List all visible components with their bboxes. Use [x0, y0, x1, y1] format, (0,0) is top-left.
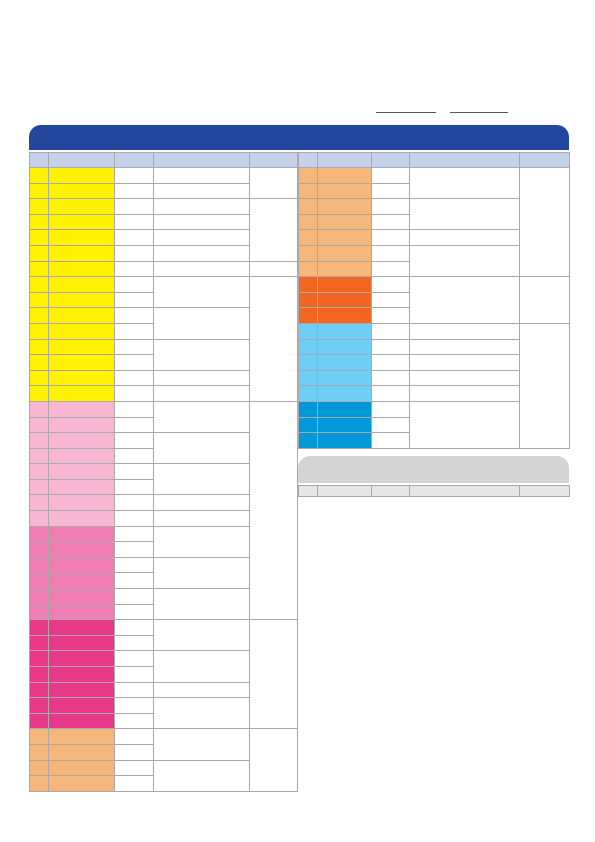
- goal-cell: [154, 589, 250, 620]
- book-name: [49, 339, 115, 355]
- name-field[interactable]: [376, 103, 436, 113]
- start-date-cell[interactable]: [372, 308, 410, 324]
- book-name: [49, 557, 115, 573]
- row-number: [30, 277, 49, 293]
- goal-cell: [154, 401, 250, 432]
- book-name: [49, 386, 115, 402]
- start-date-cell[interactable]: [115, 698, 154, 714]
- start-date-cell[interactable]: [115, 168, 154, 184]
- start-date-cell[interactable]: [115, 651, 154, 667]
- right-plan-table: [298, 152, 570, 449]
- row-number: [299, 168, 318, 184]
- row-number: [30, 744, 49, 760]
- start-date-cell[interactable]: [115, 261, 154, 277]
- section-banner-prep31: [298, 456, 569, 483]
- start-date-cell[interactable]: [115, 557, 154, 573]
- goal-cell: [410, 168, 520, 199]
- start-date-cell[interactable]: [115, 620, 154, 636]
- goal-cell: [410, 199, 520, 230]
- row-number: [30, 308, 49, 324]
- start-date-cell[interactable]: [115, 401, 154, 417]
- goal-cell: [410, 355, 520, 371]
- level-cell: [250, 620, 298, 729]
- table-row: [299, 323, 570, 339]
- row-number: [30, 386, 49, 402]
- book-name: [318, 214, 372, 230]
- book-name: [318, 401, 372, 417]
- book-name: [318, 417, 372, 433]
- col-no: [30, 153, 49, 168]
- start-date-cell[interactable]: [372, 323, 410, 339]
- row-number: [30, 604, 49, 620]
- row-number: [30, 245, 49, 261]
- row-number: [30, 589, 49, 605]
- book-name: [49, 183, 115, 199]
- book-name: [318, 339, 372, 355]
- start-date-cell[interactable]: [372, 245, 410, 261]
- start-date-cell[interactable]: [372, 370, 410, 386]
- book-name: [49, 355, 115, 371]
- book-name: [49, 511, 115, 527]
- book-name: [49, 261, 115, 277]
- goal-cell: [154, 183, 250, 199]
- book-name: [49, 323, 115, 339]
- row-number: [30, 417, 49, 433]
- table-row: [30, 168, 298, 184]
- book-name: [49, 589, 115, 605]
- start-date-cell[interactable]: [115, 245, 154, 261]
- table-row: [30, 729, 298, 745]
- row-number: [30, 557, 49, 573]
- row-number: [299, 183, 318, 199]
- start-date-cell[interactable]: [115, 511, 154, 527]
- goal-cell: [410, 386, 520, 402]
- goal-cell: [154, 651, 250, 682]
- row-number: [299, 401, 318, 417]
- book-name: [318, 355, 372, 371]
- start-date-cell[interactable]: [372, 355, 410, 371]
- row-number: [30, 667, 49, 683]
- row-number: [30, 635, 49, 651]
- row-number: [30, 323, 49, 339]
- start-date-cell[interactable]: [115, 464, 154, 480]
- col-goal: [410, 153, 520, 168]
- row-number: [30, 713, 49, 729]
- start-date-cell[interactable]: [372, 292, 410, 308]
- book-name: [318, 386, 372, 402]
- start-date-cell[interactable]: [372, 230, 410, 246]
- book-name: [49, 604, 115, 620]
- level-cell: [250, 168, 298, 199]
- book-name: [49, 682, 115, 698]
- row-number: [299, 199, 318, 215]
- start-date-cell[interactable]: [115, 323, 154, 339]
- start-date-cell[interactable]: [115, 713, 154, 729]
- book-name: [49, 635, 115, 651]
- book-name: [49, 651, 115, 667]
- book-name: [318, 277, 372, 293]
- col-topic: [410, 486, 520, 497]
- book-name: [318, 308, 372, 324]
- table-row: [30, 277, 298, 293]
- book-name: [49, 713, 115, 729]
- book-name: [49, 464, 115, 480]
- section-banner-300: [29, 125, 569, 150]
- table-row: [299, 168, 570, 184]
- start-date-cell[interactable]: [115, 635, 154, 651]
- start-date-cell[interactable]: [372, 339, 410, 355]
- start-date-cell[interactable]: [115, 199, 154, 215]
- col-level: [520, 153, 570, 168]
- goal-cell: [154, 698, 250, 729]
- book-name: [318, 199, 372, 215]
- goal-cell: [410, 370, 520, 386]
- goal-cell: [410, 323, 520, 339]
- row-number: [30, 479, 49, 495]
- row-number: [30, 261, 49, 277]
- start-date-cell[interactable]: [115, 448, 154, 464]
- start-date-cell[interactable]: [372, 417, 410, 433]
- start-date-cell[interactable]: [115, 355, 154, 371]
- col-start: [372, 153, 410, 168]
- col-level: [250, 153, 298, 168]
- row-number: [30, 776, 49, 792]
- col-no: [299, 153, 318, 168]
- goal-cell: [154, 230, 250, 246]
- start-date-cell[interactable]: [115, 542, 154, 558]
- start-date-cell[interactable]: [115, 573, 154, 589]
- row-number: [30, 729, 49, 745]
- goal-cell: [410, 339, 520, 355]
- start-date-cell[interactable]: [115, 417, 154, 433]
- col-book: [318, 153, 372, 168]
- start-date-cell[interactable]: [115, 386, 154, 402]
- start-date-cell[interactable]: [372, 199, 410, 215]
- row-number: [30, 401, 49, 417]
- row-number: [30, 199, 49, 215]
- book-name: [318, 323, 372, 339]
- book-name: [49, 667, 115, 683]
- start-date-cell[interactable]: [115, 230, 154, 246]
- goal-cell: [154, 168, 250, 184]
- row-number: [30, 511, 49, 527]
- start-date-cell[interactable]: [115, 760, 154, 776]
- start-date-cell[interactable]: [115, 339, 154, 355]
- start-date-cell[interactable]: [372, 168, 410, 184]
- goal-cell: [154, 245, 250, 261]
- book-name: [49, 417, 115, 433]
- row-number: [299, 261, 318, 277]
- row-number: [30, 651, 49, 667]
- book-name: [49, 573, 115, 589]
- goal-cell: [154, 199, 250, 215]
- row-number: [30, 168, 49, 184]
- book-name: [49, 433, 115, 449]
- table-row: [30, 261, 298, 277]
- row-number: [299, 214, 318, 230]
- start-date-cell[interactable]: [115, 604, 154, 620]
- book-name: [49, 199, 115, 215]
- goal-cell: [154, 277, 250, 308]
- start-date-cell[interactable]: [115, 308, 154, 324]
- start-date-cell[interactable]: [372, 214, 410, 230]
- goal-cell: [410, 245, 520, 276]
- goal-cell: [154, 511, 250, 527]
- start-date-cell[interactable]: [115, 667, 154, 683]
- row-number: [30, 682, 49, 698]
- book-name: [318, 370, 372, 386]
- goal-cell: [154, 433, 250, 464]
- col-book: [49, 153, 115, 168]
- row-number: [299, 386, 318, 402]
- row-number: [30, 760, 49, 776]
- name-grade-row: [376, 103, 508, 113]
- level-cell: [250, 261, 298, 277]
- row-number: [30, 464, 49, 480]
- goal-cell: [154, 495, 250, 511]
- goal-cell: [154, 464, 250, 495]
- row-number: [30, 292, 49, 308]
- level-cell: [250, 401, 298, 619]
- row-number: [30, 230, 49, 246]
- goal-cell: [154, 308, 250, 339]
- book-name: [49, 292, 115, 308]
- row-number: [30, 183, 49, 199]
- start-date-cell[interactable]: [115, 744, 154, 760]
- book-name: [49, 401, 115, 417]
- start-date-cell[interactable]: [115, 682, 154, 698]
- row-number: [30, 214, 49, 230]
- book-name: [49, 526, 115, 542]
- start-date-cell[interactable]: [372, 261, 410, 277]
- book-name: [318, 433, 372, 449]
- row-number: [30, 355, 49, 371]
- prep31-table: [298, 485, 570, 497]
- table-row: [30, 620, 298, 636]
- book-name: [49, 542, 115, 558]
- book-name: [49, 308, 115, 324]
- row-number: [30, 448, 49, 464]
- goal-cell: [154, 620, 250, 651]
- row-number: [299, 339, 318, 355]
- book-name: [318, 245, 372, 261]
- goal-cell: [154, 557, 250, 588]
- start-date-cell[interactable]: [115, 479, 154, 495]
- book-name: [49, 495, 115, 511]
- row-number: [30, 495, 49, 511]
- start-date-cell[interactable]: [372, 386, 410, 402]
- row-number: [30, 620, 49, 636]
- start-date-cell[interactable]: [115, 526, 154, 542]
- col-no: [299, 486, 318, 497]
- book-name: [49, 760, 115, 776]
- goal-cell: [154, 526, 250, 557]
- goal-cell: [154, 729, 250, 760]
- table-row: [299, 277, 570, 293]
- goal-cell: [410, 401, 520, 448]
- col-goal: [154, 153, 250, 168]
- row-number: [299, 355, 318, 371]
- row-number: [30, 339, 49, 355]
- table-row: [30, 401, 298, 417]
- book-name: [49, 479, 115, 495]
- row-number: [299, 370, 318, 386]
- book-name: [49, 245, 115, 261]
- book-name: [49, 448, 115, 464]
- book-name: [318, 183, 372, 199]
- book-name: [49, 744, 115, 760]
- left-plan-table: [29, 152, 298, 792]
- col-level: [520, 486, 570, 497]
- book-name: [318, 292, 372, 308]
- level-cell: [520, 323, 570, 448]
- start-date-cell[interactable]: [115, 370, 154, 386]
- col-book: [318, 486, 372, 497]
- start-date-cell[interactable]: [372, 277, 410, 293]
- row-number: [30, 370, 49, 386]
- book-name: [318, 230, 372, 246]
- row-number: [30, 698, 49, 714]
- start-date-cell[interactable]: [115, 214, 154, 230]
- goal-cell: [154, 339, 250, 370]
- level-cell: [520, 277, 570, 324]
- row-number: [299, 323, 318, 339]
- book-name: [49, 729, 115, 745]
- row-number: [299, 308, 318, 324]
- goal-cell: [154, 214, 250, 230]
- start-date-cell[interactable]: [372, 433, 410, 449]
- book-name: [49, 214, 115, 230]
- book-name: [49, 277, 115, 293]
- goal-cell: [410, 277, 520, 324]
- book-name: [49, 776, 115, 792]
- row-number: [299, 230, 318, 246]
- row-number: [299, 417, 318, 433]
- book-name: [49, 370, 115, 386]
- start-date-cell[interactable]: [115, 729, 154, 745]
- level-cell: [250, 199, 298, 261]
- book-name: [318, 261, 372, 277]
- goal-cell: [154, 760, 250, 791]
- goal-cell: [154, 370, 250, 386]
- book-name: [49, 620, 115, 636]
- start-date-cell[interactable]: [115, 589, 154, 605]
- book-name: [49, 698, 115, 714]
- row-number: [30, 433, 49, 449]
- goal-cell: [154, 682, 250, 698]
- book-name: [49, 168, 115, 184]
- row-number: [30, 542, 49, 558]
- book-name: [318, 168, 372, 184]
- row-number: [299, 277, 318, 293]
- level-cell: [250, 729, 298, 791]
- goal-cell: [154, 261, 250, 277]
- goal-cell: [154, 386, 250, 402]
- table-row: [30, 199, 298, 215]
- start-date-cell[interactable]: [115, 183, 154, 199]
- col-start: [372, 486, 410, 497]
- start-date-cell[interactable]: [115, 277, 154, 293]
- start-date-cell[interactable]: [372, 401, 410, 417]
- start-date-cell[interactable]: [372, 183, 410, 199]
- row-number: [299, 433, 318, 449]
- row-number: [299, 245, 318, 261]
- row-number: [30, 526, 49, 542]
- grade-field[interactable]: [450, 103, 508, 113]
- col-start: [115, 153, 154, 168]
- level-cell: [520, 168, 570, 277]
- row-number: [30, 573, 49, 589]
- start-date-cell[interactable]: [115, 776, 154, 792]
- goal-cell: [410, 230, 520, 246]
- start-date-cell[interactable]: [115, 495, 154, 511]
- start-date-cell[interactable]: [115, 433, 154, 449]
- level-cell: [250, 277, 298, 402]
- start-date-cell[interactable]: [115, 292, 154, 308]
- book-name: [49, 230, 115, 246]
- row-number: [299, 292, 318, 308]
